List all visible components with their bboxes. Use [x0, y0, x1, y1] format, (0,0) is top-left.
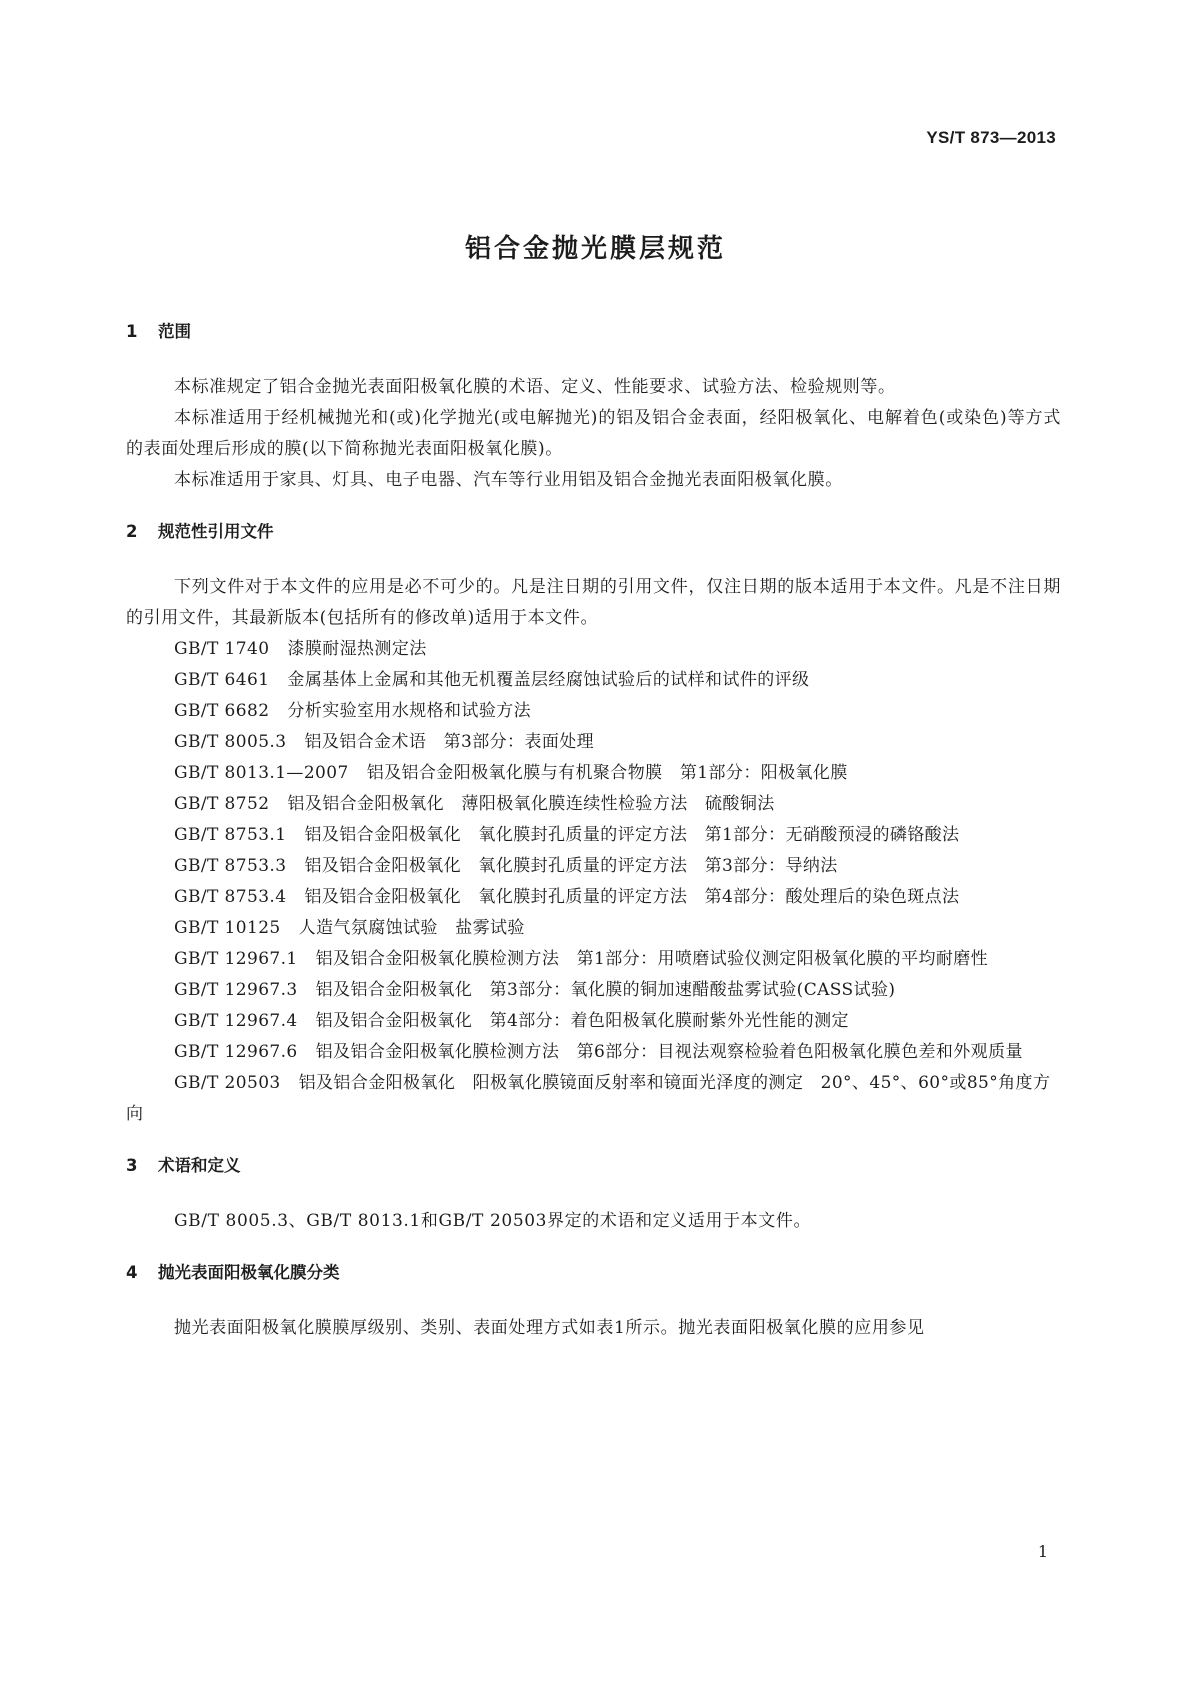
page-number: 1 [1037, 1542, 1048, 1561]
reference-item: GB/T 8753.1 铝及铝合金阳极氧化 氧化膜封孔质量的评定方法 第1部分：无硝酸预浸的磷铬酸法 [174, 825, 960, 845]
reference-item: GB/T 12967.3 铝及铝合金阳极氧化 第3部分：氧化膜的铜加速醋酸盐雾试验(CASS试验) [174, 980, 896, 1000]
paragraph: 本标准适用于经机械抛光和(或)化学抛光(或电解抛光)的铝及铝合金表面，经阳极氧化、电解着色(或染色)等方式的表面处理后形成的膜(以下简称抛光表面阳极氧化膜)。 [126, 408, 1061, 459]
standard-number: YS/T 873—2013 [926, 128, 1056, 147]
paragraph: 抛光表面阳极氧化膜膜厚级别、类别、表面处理方式如表1所示。抛光表面阳极氧化膜的应用参见 [174, 1318, 925, 1338]
reference-item: GB/T 1740 漆膜耐湿热测定法 [174, 639, 427, 659]
reference-item: GB/T 8005.3 铝及铝合金术语 第3部分：表面处理 [174, 732, 595, 752]
paragraph: 本标准适用于家具、灯具、电子电器、汽车等行业用铝及铝合金抛光表面阳极氧化膜。 [174, 470, 843, 490]
paragraph: GB/T 8005.3、GB/T 8013.1和GB/T 20503界定的术语和定义适用于本文件。 [174, 1211, 812, 1231]
reference-item: GB/T 8753.3 铝及铝合金阳极氧化 氧化膜封孔质量的评定方法 第3部分：导纳法 [174, 856, 838, 876]
section-heading-2: 2 规范性引用文件 [126, 522, 274, 541]
reference-item: GB/T 12967.1 铝及铝合金阳极氧化膜检测方法 第1部分：用喷磨试验仪测定阳极氧化膜的平均耐磨性 [174, 949, 989, 969]
section-heading-4: 4 抛光表面阳极氧化膜分类 [126, 1263, 340, 1282]
document-title: 铝合金抛光膜层规范 [464, 234, 726, 264]
reference-item: GB/T 10125 人造气氛腐蚀试验 盐雾试验 [174, 918, 525, 938]
reference-item: GB/T 20503 铝及铝合金阳极氧化 阳极氧化膜镜面反射率和镜面光泽度的测定 20°、45°、60°或85°角度方向 [126, 1073, 1051, 1124]
paragraph: 下列文件对于本文件的应用是必不可少的。凡是注日期的引用文件，仅注日期的版本适用于本文件。凡是不注日期的引用文件，其最新版本(包括所有的修改单)适用于本文件。 [126, 577, 1061, 628]
reference-item: GB/T 8013.1—2007 铝及铝合金阳极氧化膜与有机聚合物膜 第1部分：阳极氧化膜 [174, 763, 848, 783]
reference-item: GB/T 8752 铝及铝合金阳极氧化 薄阳极氧化膜连续性检验方法 硫酸铜法 [174, 794, 775, 814]
document-body [126, 318, 1061, 1344]
reference-item: GB/T 12967.6 铝及铝合金阳极氧化膜检测方法 第6部分：目视法观察检验着色阳极氧化膜色差和外观质量 [174, 1042, 1023, 1062]
section-heading-3: 3 术语和定义 [126, 1156, 241, 1175]
reference-item: GB/T 12967.4 铝及铝合金阳极氧化 第4部分：着色阳极氧化膜耐紫外光性能的测定 [174, 1011, 849, 1031]
reference-item: GB/T 6461 金属基体上金属和其他无机覆盖层经腐蚀试验后的试样和试件的评级 [174, 670, 810, 690]
section-heading-1: 1 范围 [126, 322, 191, 341]
reference-item: GB/T 8753.4 铝及铝合金阳极氧化 氧化膜封孔质量的评定方法 第4部分：酸处理后的染色斑点法 [174, 887, 960, 907]
paragraph: 本标准规定了铝合金抛光表面阳极氧化膜的术语、定义、性能要求、试验方法、检验规则等。 [174, 377, 896, 397]
reference-item: GB/T 6682 分析实验室用水规格和试验方法 [174, 701, 532, 721]
